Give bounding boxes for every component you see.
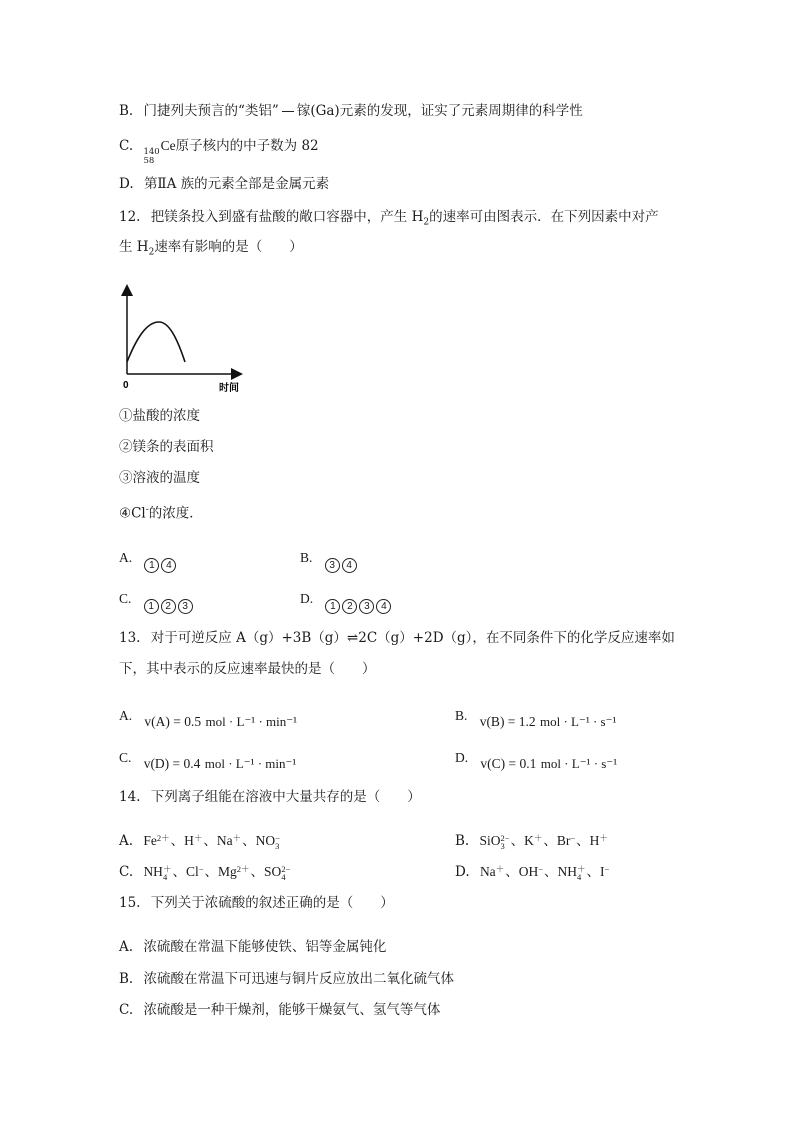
q11-option-d <box>119 174 329 194</box>
q12-option-b <box>300 548 359 574</box>
rate-unit: mol · L⁻¹ · s⁻¹ <box>539 714 617 729</box>
option-letter: C. <box>119 750 132 765</box>
q14-option-a <box>119 831 281 851</box>
rate-unit: mol · L⁻¹ · s⁻¹ <box>540 756 618 771</box>
q13-option-c <box>119 748 296 774</box>
q13-stem-line1 <box>119 628 675 648</box>
option-letter: C. <box>119 864 134 880</box>
q11-option-b <box>119 101 583 121</box>
origin-label: 0 <box>123 380 129 391</box>
circled-number: 1 <box>144 599 159 614</box>
option-letter: A. <box>119 550 133 565</box>
stem-text: 生 H <box>119 239 149 255</box>
mass-number: 140 <box>143 147 160 157</box>
option-letter: B. <box>119 971 134 987</box>
ion-formula: NO − 3 <box>255 832 280 851</box>
stem-text: 对于可逆反应 A（g）+3B（g）⇌2C（g）+2D（g），在不同条件下的化学反应速率如 <box>150 630 675 646</box>
ion-formula: Br − <box>556 832 576 848</box>
ion-formula: H ＋ <box>589 832 608 848</box>
rate-expression: v(A) = 0.5 <box>144 714 202 729</box>
nuclide-numbers <box>143 148 159 166</box>
separator: 、 <box>203 833 217 849</box>
rate-expression: v(B) = 1.2 <box>479 714 536 729</box>
option-letter: C. <box>119 591 132 606</box>
ion-list <box>143 833 281 849</box>
ion-formula: Cl − <box>185 863 204 879</box>
option-letter: D. <box>455 864 470 880</box>
option-text: 原子核内的中子数为 82 <box>175 138 319 154</box>
separator: 、 <box>505 864 519 880</box>
stem-text: 速率有影响的是（ ） <box>154 239 303 255</box>
separator: 、 <box>204 864 219 880</box>
circled-number: 3 <box>178 599 193 614</box>
q15-option-b <box>119 969 454 989</box>
option-letter: C. <box>119 1002 134 1018</box>
ion-formula: SO 2− 4 <box>264 863 291 882</box>
rate-unit: mol · L⁻¹ · min⁻¹ <box>205 714 298 729</box>
q12-option-c <box>119 589 195 615</box>
q13-stem-line2: 下，其中表示的反应速率最快的是（ ） <box>119 661 376 677</box>
separator: 、 <box>170 833 185 849</box>
q14-stem <box>119 787 421 807</box>
ion-formula: Fe 2＋ <box>143 832 170 848</box>
ion-list <box>480 833 609 849</box>
option-letter: A. <box>119 939 134 955</box>
q13-option-b <box>455 706 616 732</box>
rate-time-graph <box>115 282 255 397</box>
rate-expression: v(C) = 0.1 <box>480 756 537 771</box>
q13-option-d <box>455 748 617 774</box>
circled-number: 4 <box>342 558 357 573</box>
stem-text: 下列关于浓硫酸的叙述正确的是（ ） <box>150 895 394 911</box>
option-text: 浓硫酸是一种干燥剂，能够干燥氨气、氢气等气体 <box>143 1002 441 1018</box>
ion-formula: NH ＋ 4 <box>557 863 586 882</box>
q12-factor-2: ②镁条的表面积 <box>119 439 214 455</box>
option-letter: A. <box>119 833 134 849</box>
separator: 、 <box>543 833 557 849</box>
ion-list <box>143 864 291 880</box>
option-letter: A. <box>119 708 133 723</box>
ion-formula: Mg 2＋ <box>218 863 250 879</box>
q12-option-d <box>300 589 393 615</box>
option-letter: B. <box>300 550 313 565</box>
ion-formula: SiO 2− 3 <box>479 832 510 851</box>
circled-number: 4 <box>161 558 176 573</box>
option-text: 门捷列夫预言的“类铝” <box>143 103 279 119</box>
circled-number: 4 <box>376 599 391 614</box>
option-letter: D. <box>455 750 469 765</box>
subscript: 2 <box>148 247 155 258</box>
element-symbol: Ce <box>160 138 176 153</box>
option-text: 浓硫酸在常温下能够使铁、铝等金属钝化 <box>143 939 387 955</box>
option-letter: C. <box>119 138 134 154</box>
q12-factor-1: ①盐酸的浓度 <box>119 408 200 424</box>
atomic-number: 58 <box>143 156 155 166</box>
rate-unit: mol · L⁻¹ · min⁻¹ <box>204 756 297 771</box>
option-letter: B. <box>119 103 134 119</box>
ion-formula: OH − <box>518 863 543 879</box>
x-axis-label: 时间 <box>219 383 239 394</box>
option-letter: B. <box>455 833 470 849</box>
ion-formula: Na ＋ <box>216 832 242 848</box>
q14-option-b <box>455 831 609 851</box>
dash-mark <box>282 111 294 112</box>
question-number: 13. <box>119 630 141 646</box>
circled-number: 3 <box>325 558 340 573</box>
question-number: 12. <box>119 209 141 225</box>
separator: 、 <box>586 864 601 880</box>
option-letter: B. <box>455 708 468 723</box>
q11-option-c <box>119 136 319 166</box>
q12-stem-line2 <box>119 237 303 263</box>
subscript: 2 <box>423 217 430 228</box>
stem-text: 下列离子组能在溶液中大量共存的是（ ） <box>150 789 421 805</box>
option-letter: D. <box>300 591 314 606</box>
q12-factor-3: ③溶液的温度 <box>119 470 200 486</box>
ion-formula: NH ＋ 4 <box>143 863 172 882</box>
circled-number: 2 <box>342 599 357 614</box>
separator: 、 <box>250 864 265 880</box>
q12-stem-line1 <box>119 207 659 233</box>
q13-option-a <box>119 706 297 732</box>
q14-option-c <box>119 862 291 882</box>
q14-option-d <box>455 862 610 882</box>
separator: 、 <box>576 833 590 849</box>
separator: 、 <box>172 864 186 880</box>
ion-formula: I − <box>600 863 610 879</box>
rate-curve <box>127 322 185 362</box>
separator: 、 <box>242 833 256 849</box>
rate-expression: v(D) = 0.4 <box>143 756 201 771</box>
ion-list <box>480 864 610 880</box>
separator: 、 <box>544 864 558 880</box>
circled-number: 2 <box>161 599 176 614</box>
option-letter: D. <box>119 176 134 192</box>
q15-stem <box>119 893 394 913</box>
factor-text: ④Cl <box>119 505 146 522</box>
option-text: 第ⅡA 族的元素全部是金属元素 <box>143 176 330 192</box>
q15-option-a <box>119 937 386 957</box>
circled-number: 1 <box>325 599 340 614</box>
circled-number: 1 <box>144 558 159 573</box>
superscript: - <box>145 505 149 515</box>
question-number: 15. <box>119 895 141 911</box>
stem-text: 的速率可由图表示．在下列因素中对产 <box>429 209 659 225</box>
q12-option-a <box>119 548 178 574</box>
q12-factor-4 <box>119 500 203 524</box>
question-number: 14. <box>119 789 141 805</box>
ion-formula: K ＋ <box>524 832 543 848</box>
ion-formula: H ＋ <box>184 832 203 848</box>
option-text: 浓硫酸在常温下可迅速与铜片反应放出二氧化硫气体 <box>143 971 455 987</box>
stem-text: 把镁条投入到盛有盐酸的敞口容器中，产生 H <box>150 209 424 225</box>
option-text: 镓(Ga)元素的发现，证实了元素周期律的科学性 <box>296 103 583 119</box>
ion-formula: Na ＋ <box>479 863 505 879</box>
factor-text: 的浓度． <box>148 505 203 522</box>
q15-option-c <box>119 1000 440 1020</box>
separator: 、 <box>510 833 525 849</box>
circled-number: 3 <box>359 599 374 614</box>
